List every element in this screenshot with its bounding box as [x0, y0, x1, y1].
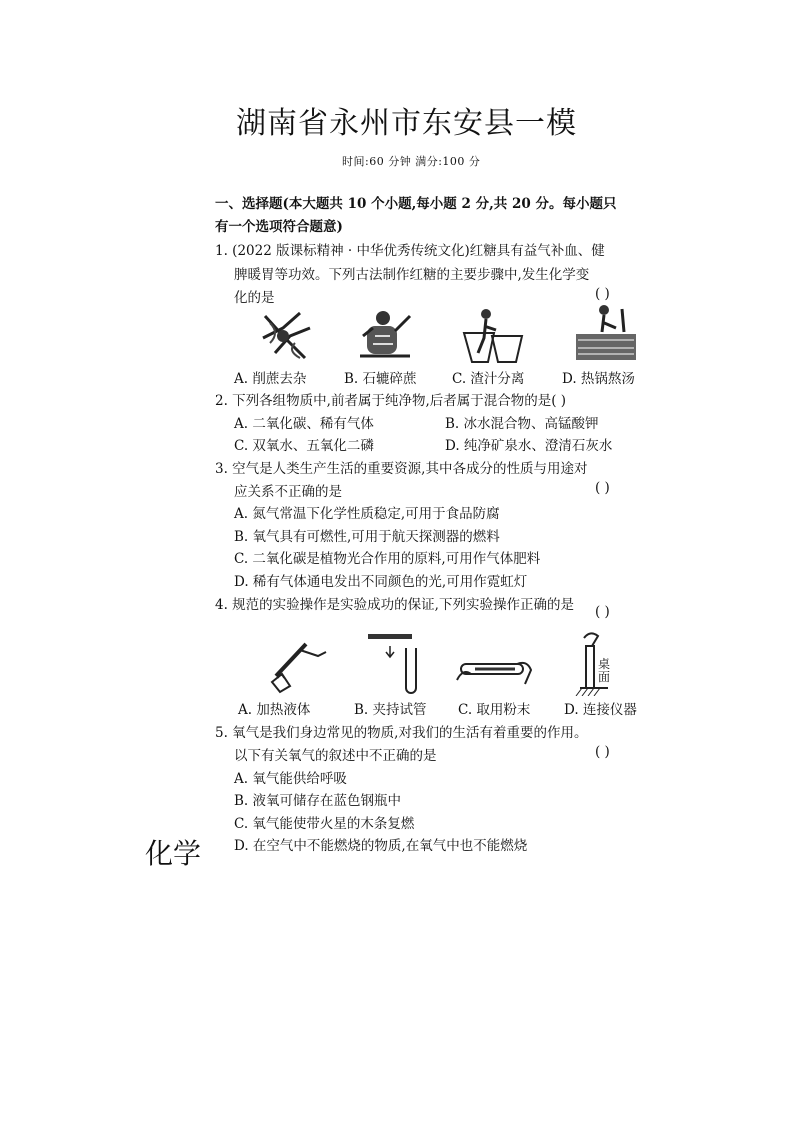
holding-test-tube-image	[366, 630, 426, 696]
option-d: D. 热锅熬汤	[562, 371, 635, 387]
answer-bracket: ( )	[595, 604, 610, 620]
exam-content	[200, 180, 643, 880]
option-a: A. 氧气能供给呼吸	[234, 771, 347, 787]
option-d: D. 连接仪器	[564, 702, 637, 718]
answer-bracket: ( )	[595, 480, 610, 496]
stone-roller-image	[355, 306, 415, 364]
option-b: B. 石辘碎蔗	[344, 371, 417, 387]
option-b: B. 冰水混合物、高锰酸钾	[445, 416, 599, 432]
option-b: B. 夹持试管	[354, 702, 427, 718]
question-2-text: 2. 下列各组物质中,前者属于纯净物,后者属于混合物的是( )	[215, 393, 567, 409]
option-d: D. 在空气中不能燃烧的物质,在氧气中也不能燃烧	[234, 838, 528, 854]
heating-liquid-image	[268, 632, 333, 694]
option-c: C. 双氧水、五氧化二磷	[234, 438, 374, 454]
option-c: C. 渣汁分离	[452, 371, 525, 387]
page-title: 湖南省永州市东安县一模	[236, 106, 577, 141]
question-5-text-cont: 以下有关氧气的叙述中不正确的是	[234, 748, 437, 764]
option-a: A. 削蔗去杂	[234, 371, 307, 387]
option-b: B. 液氧可储存在蓝色钢瓶中	[234, 793, 402, 809]
option-a: A. 二氧化碳、稀有气体	[234, 416, 374, 432]
option-a: A. 氮气常温下化学性质稳定,可用于食品防腐	[234, 506, 500, 522]
question-4-text: 4. 规范的实验操作是实验成功的保证,下列实验操作正确的是	[215, 597, 574, 613]
option-d: D. 纯净矿泉水、澄清石灰水	[445, 438, 613, 454]
option-c: C. 氧气能使带火星的木条复燃	[234, 816, 415, 832]
taking-powder-image	[455, 650, 535, 694]
section-heading-cont: 有一个选项符合题意)	[215, 219, 343, 235]
exam-meta: 时间:60 分钟 满分:100 分	[342, 155, 481, 168]
desk-label: 桌面	[598, 657, 611, 684]
option-a: A. 加热液体	[238, 702, 311, 718]
option-b: B. 氧气具有可燃性,可用于航天探测器的燃料	[234, 529, 500, 545]
sugarcane-peeling-image	[255, 308, 315, 364]
boiling-pot-image	[572, 304, 643, 364]
option-d: D. 稀有气体通电发出不同颜色的光,可用作霓虹灯	[234, 574, 528, 590]
option-c: C. 取用粉末	[458, 702, 531, 718]
question-3-text-cont: 应关系不正确的是	[234, 484, 342, 500]
section-heading: 一、选择题(本大题共 10 个小题,每小题 2 分,共 20 分。每小题只	[215, 196, 617, 212]
option-c: C. 二氧化碳是植物光合作用的原料,可用作气体肥料	[234, 551, 541, 567]
juice-separation-image	[460, 308, 524, 364]
question-1-text-cont: 脾暖胃等功效。下列古法制作红糖的主要步骤中,发生化学变	[234, 267, 590, 283]
question-3-text: 3. 空气是人类生产生活的重要资源,其中各成分的性质与用途对	[215, 461, 588, 477]
question-1-text-cont: 化的是	[234, 290, 275, 306]
answer-bracket: ( )	[595, 744, 610, 760]
question-5-text: 5. 氧气是我们身边常见的物质,对我们的生活有着重要的作用。	[215, 725, 588, 741]
answer-bracket: ( )	[595, 286, 610, 302]
question-1-text: 1. (2022 版课标精神 · 中华优秀传统文化)红糖具有益气补血、健	[215, 243, 605, 259]
subject-label: 化学	[145, 837, 202, 870]
